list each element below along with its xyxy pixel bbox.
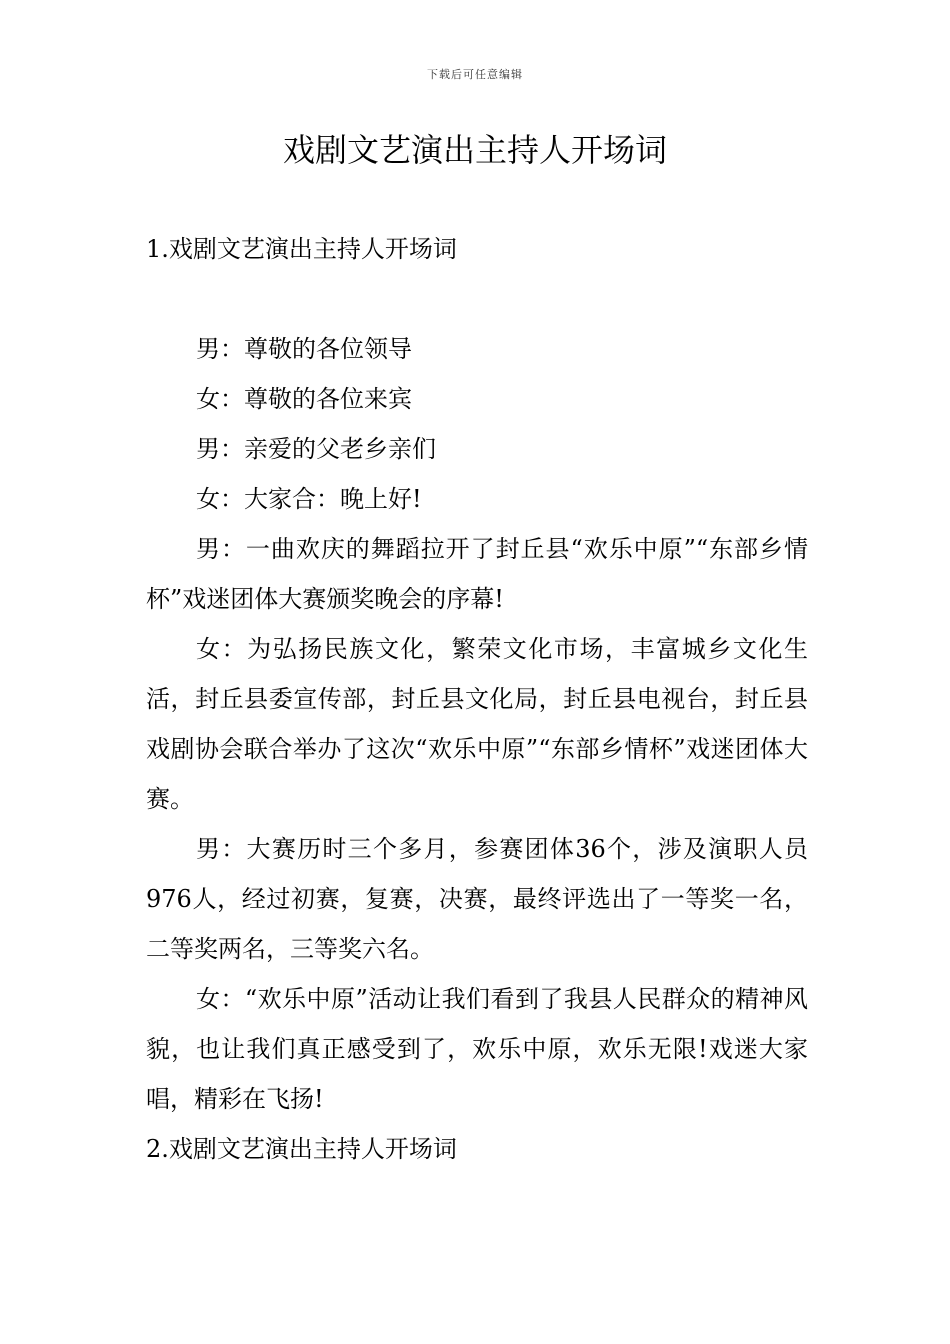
paragraph: 男：一曲欢庆的舞蹈拉开了封丘县“欢乐中原”“东部乡情杯”戏迷团体大赛颁奖晚会的序幕! xyxy=(146,535,808,613)
header-note: 下载后可任意编辑 xyxy=(427,68,523,81)
page-title: 戏剧文艺演出主持人开场词 xyxy=(282,131,667,169)
paragraph: 女：“欢乐中原”活动让我们看到了我县人民群众的精神风貌，也让我们真正感受到了，欢乐中原，欢乐无限!戏迷大家唱，精彩在飞扬! xyxy=(146,985,808,1113)
blank-line xyxy=(146,274,808,324)
paragraph: 男：尊敬的各位领导 xyxy=(196,335,412,363)
document-body xyxy=(146,224,808,1174)
paragraph: 女：大家合：晚上好! xyxy=(196,485,422,513)
paragraph: 女：为弘扬民族文化，繁荣文化市场，丰富城乡文化生活，封丘县委宣传部，封丘县文化局，封丘县电视台，封丘县戏剧协会联合举办了这次“欢乐中原”“东部乡情杯”戏迷团体大赛。 xyxy=(146,635,808,813)
section-heading-2: 2.戏剧文艺演出主持人开场词 xyxy=(146,1135,457,1163)
paragraph: 男：大赛历时三个多月，参赛团体36个，涉及演职人员976人，经过初赛，复赛，决赛，最终评选出了一等奖一名，二等奖两名，三等奖六名。 xyxy=(146,835,808,963)
section-heading-1: 1.戏剧文艺演出主持人开场词 xyxy=(146,235,457,263)
paragraph: 男：亲爱的父老乡亲们 xyxy=(196,435,436,463)
paragraph: 女：尊敬的各位来宾 xyxy=(196,385,412,413)
